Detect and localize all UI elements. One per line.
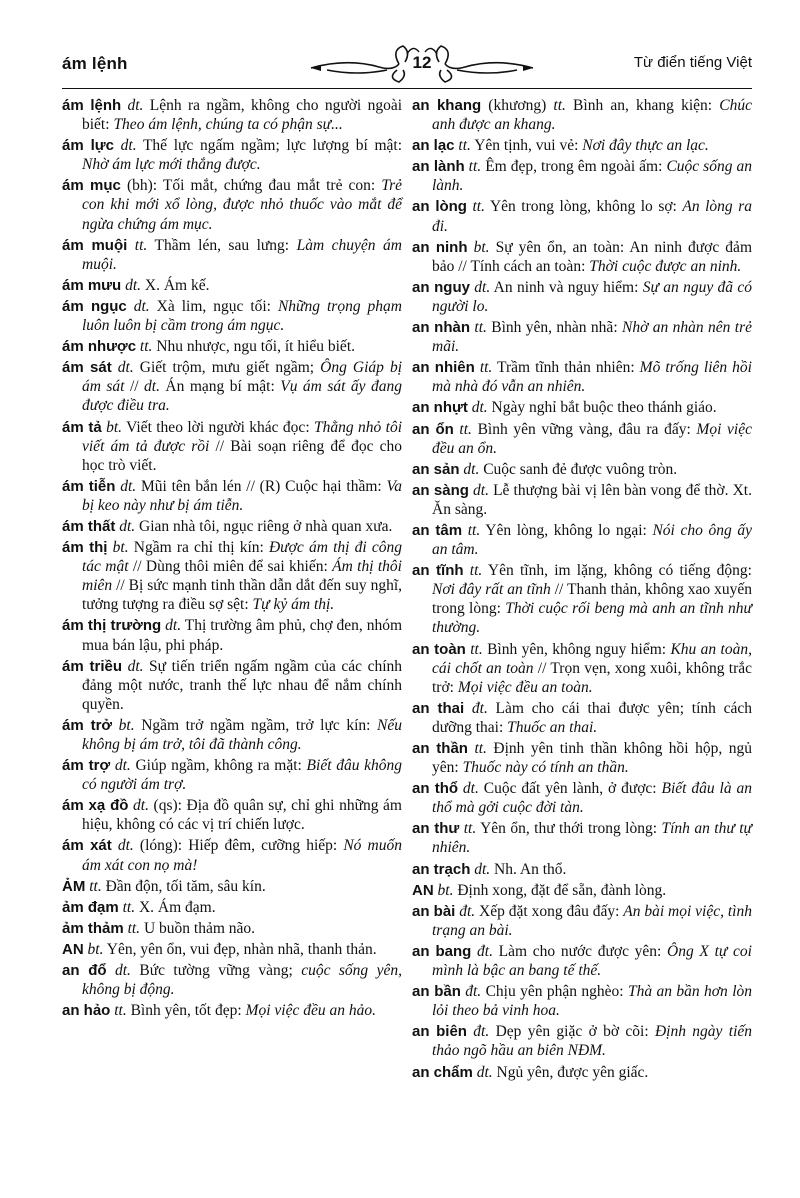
- definition-text: Yên tịnh, vui vẻ:: [470, 137, 583, 155]
- headword: ám trợ: [62, 757, 111, 775]
- headword: ám tiễn: [62, 477, 116, 495]
- headword: ám sát: [62, 359, 112, 377]
- headword: an thần: [412, 740, 468, 757]
- part-of-speech: tt.: [474, 359, 493, 377]
- dictionary-entry: [62, 136, 402, 174]
- example-text: Vụ ám sát ấy đang được điều tra.: [82, 378, 402, 415]
- example-text: Mọi việc đều an toàn.: [457, 678, 593, 696]
- dictionary-entry: [62, 176, 402, 233]
- headword: an lạc: [412, 137, 455, 155]
- headword: ám tả: [62, 418, 102, 436]
- dictionary-entry: [412, 942, 752, 980]
- part-of-speech: bt.: [112, 716, 135, 734]
- dictionary-entry: [62, 276, 402, 295]
- example-text: Nói cho ông ấy an tâm.: [432, 521, 752, 559]
- dictionary-entry: [62, 796, 402, 834]
- part-of-speech: dt.: [111, 359, 134, 377]
- example-text: Ám thị thôi miên: [82, 558, 402, 595]
- definition-text: (bh): Tối mắt, chứng đau mắt trẻ con:: [120, 177, 382, 195]
- definition-text: Yên ổn, thư thới trong lòng:: [476, 820, 662, 838]
- headword: an trạch: [412, 860, 471, 878]
- dictionary-entry: [412, 238, 752, 276]
- dictionary-entry: [62, 877, 402, 896]
- dictionary-entry: [412, 1063, 752, 1082]
- dictionary-entry: [62, 836, 402, 874]
- part-of-speech: dt.: [144, 378, 160, 396]
- example-text: Trẻ con khi mới xổ lòng, được nhỏ thuốc vào mắt để ngừa chứng ám mục.: [82, 177, 402, 233]
- headword: an nhiên: [412, 359, 475, 377]
- definition-text: Định xong, đặt để sẵn, đành lòng.: [453, 881, 667, 899]
- part-of-speech: tt.: [118, 898, 136, 916]
- example-text: An lòng ra đi.: [432, 198, 752, 235]
- definition-text: Làm cho cái thai được yên; tính cách dưỡng thai:: [432, 699, 752, 736]
- definition-text: U buồn thảm não.: [140, 919, 256, 937]
- headword: an thư: [412, 820, 460, 838]
- definition-text: Ngủ yên, được yên giấc.: [492, 1063, 649, 1081]
- dictionary-entry: [412, 699, 752, 737]
- part-of-speech: tt.: [459, 820, 477, 838]
- example-text: An bài mọi việc, tình trạng an bài.: [432, 902, 752, 939]
- part-of-speech: dt.: [121, 276, 142, 294]
- dictionary-entry: [62, 961, 402, 999]
- dictionary-entry: [62, 236, 402, 274]
- running-head-word: ám lệnh: [62, 54, 128, 73]
- definition-text: //: [124, 378, 145, 396]
- part-of-speech: tt.: [464, 158, 482, 176]
- part-of-speech: đt.: [464, 699, 488, 717]
- part-of-speech: dt.: [467, 399, 488, 417]
- dictionary-columns: [62, 96, 752, 1186]
- dictionary-entry: [412, 96, 752, 134]
- headword: ám thất: [62, 517, 116, 535]
- dictionary-entry: [412, 420, 752, 458]
- headword: ám nhược: [62, 338, 137, 356]
- part-of-speech: dt.: [115, 477, 137, 495]
- part-of-speech: bt.: [467, 238, 490, 256]
- headword: ảm đạm: [62, 898, 119, 916]
- example-text: Nhờ an nhàn nên trẻ mãi.: [432, 319, 752, 356]
- example-text: Mọi việc đều an hảo.: [245, 1002, 376, 1020]
- example-text: Ông Giáp bị ám sát: [82, 359, 402, 396]
- example-text: Thằng nhỏ tôi viết ám tả được rồi: [82, 418, 402, 455]
- example-text: Va bị keo này như bị ám tiễn.: [82, 477, 402, 514]
- dictionary-entry: [62, 616, 402, 654]
- definition-text: Bình yên, nhàn nhã:: [486, 319, 623, 337]
- dictionary-entry: [412, 278, 752, 316]
- example-text: Thà an bần hơn lòn lỏi theo bả vinh hoa.: [432, 983, 752, 1020]
- dictionary-entry: [62, 716, 402, 754]
- dictionary-entry: [412, 521, 752, 559]
- definition-text: Làm cho nước được yên:: [492, 942, 668, 960]
- headword: ám xát: [62, 837, 112, 855]
- part-of-speech: dt.: [472, 1063, 493, 1081]
- example-text: Ông X tự coi mình là bậc an bang tế thế.: [432, 942, 752, 980]
- part-of-speech: tt.: [466, 198, 485, 216]
- dictionary-entry: [412, 136, 752, 155]
- dictionary-entry: [412, 398, 752, 417]
- part-of-speech: bt.: [83, 940, 104, 958]
- definition-text: Nh. An thổ.: [490, 860, 567, 878]
- example-text: Nơi đây rất an tĩnh: [432, 581, 551, 599]
- part-of-speech: tt.: [453, 420, 472, 438]
- headword: an lòng: [412, 198, 467, 216]
- example-text: Nơi đây thực an lạc.: [582, 137, 709, 155]
- definition-text: Trầm tĩnh thản nhiên:: [492, 359, 640, 377]
- headword: ám trở: [62, 716, 113, 734]
- dictionary-entry: [62, 477, 402, 515]
- definition-text: Thế lực ngấm ngầm; lực lượng bí mật:: [136, 137, 402, 155]
- headword: ám triều: [62, 657, 123, 675]
- definition-text: Yên trong lòng, không lo sợ:: [485, 198, 683, 216]
- part-of-speech: dt.: [110, 757, 131, 775]
- example-text: Mõ trống liên hồi mà nhà đó vẫn an nhiên.: [432, 359, 752, 396]
- definition-text: Viết theo lời người khác đọc:: [122, 418, 314, 436]
- part-of-speech: dt.: [470, 860, 491, 878]
- example-text: Chúc anh được an khang.: [432, 97, 752, 134]
- definition-text: Nhu nhược, ngu tối, ít hiểu biết.: [152, 338, 355, 356]
- definition-text: // Trọn vẹn, xong xuôi, không trắc trở:: [432, 659, 752, 696]
- dictionary-entry: [412, 318, 752, 356]
- headword: an toàn: [412, 640, 466, 658]
- headword: ám mưu: [62, 276, 122, 294]
- part-of-speech: tt.: [110, 1002, 127, 1020]
- part-of-speech: dt.: [468, 481, 489, 499]
- definition-text: Lệnh ra ngầm, không cho người ngoài biết:: [82, 97, 403, 134]
- headword: AN: [412, 881, 434, 899]
- definition-text: Bình yên, tốt đẹp:: [126, 1002, 246, 1020]
- example-text: Định ngày tiến thảo ngõ hầu an biên NĐM.: [432, 1023, 753, 1060]
- definition-text: Sự yên ổn, an toàn: An ninh được đảm bảo // Tính cách an toàn:: [432, 238, 752, 275]
- part-of-speech: dt.: [106, 962, 131, 980]
- dictionary-entry: [62, 1001, 402, 1020]
- dictionary-entry: [62, 538, 402, 614]
- definition-text: Bình yên vững vàng, đâu ra đấy:: [471, 420, 697, 438]
- part-of-speech: đt.: [466, 1023, 490, 1041]
- dictionary-entry: [412, 819, 752, 857]
- definition-text: X. Ám đạm.: [135, 898, 216, 916]
- dictionary-entry: [62, 358, 402, 415]
- example-text: Nhờ ám lực mới thắng được.: [82, 156, 261, 174]
- dictionary-entry: [412, 197, 752, 235]
- part-of-speech: bt.: [101, 418, 123, 436]
- headword: an biên: [412, 1023, 467, 1041]
- headword: ám mục: [62, 177, 121, 195]
- headword: an nhựt: [412, 399, 468, 417]
- dictionary-entry: [412, 860, 752, 879]
- dictionary-entry: [62, 756, 402, 794]
- headword: ám muội: [62, 236, 128, 254]
- headword: an ổn: [412, 420, 454, 438]
- dictionary-entry: [62, 517, 402, 536]
- definition-text: X. Ám kế.: [141, 276, 210, 294]
- example-text: Tự kỷ ám thị.: [252, 596, 335, 614]
- definition-text: Định yên tinh thần không hồi hộp, ngủ yên:: [432, 740, 752, 777]
- part-of-speech: dt.: [126, 297, 150, 315]
- dictionary-entry: [62, 898, 402, 917]
- headword: ám ngục: [62, 297, 127, 315]
- headword: AN: [62, 940, 84, 958]
- dictionary-entry: [412, 779, 752, 817]
- part-of-speech: tt.: [136, 338, 153, 356]
- definition-text: Bình an, khang kiện:: [565, 97, 720, 114]
- dictionary-entry: [412, 157, 752, 195]
- definition-text: Cuộc đất yên lành, ở được:: [478, 780, 662, 798]
- part-of-speech: dt.: [114, 137, 137, 155]
- dictionary-entry: [412, 358, 752, 396]
- part-of-speech: đt.: [460, 983, 482, 1001]
- definition-text: An ninh và nguy hiểm:: [490, 278, 643, 296]
- headword: an bần: [412, 983, 461, 1001]
- headword: ám thị: [62, 539, 108, 557]
- definition-text: Bức tường vững vàng;: [130, 962, 302, 980]
- headword: an đổ: [62, 962, 107, 980]
- headword: an bang: [412, 942, 472, 960]
- headword: ám xạ đồ: [62, 797, 129, 815]
- definition-text: Án mạng bí mật:: [159, 378, 281, 396]
- definition-text: Sự tiến triển ngấm ngầm của các chính đảng một nước, tranh thế lực nhau để nắm chính quyền.: [82, 657, 403, 713]
- part-of-speech: tt.: [127, 236, 148, 254]
- part-of-speech: dt.: [459, 460, 480, 478]
- headword: ám lực: [62, 137, 114, 155]
- definition-text: Ngầm ra chỉ thị kín:: [128, 539, 269, 557]
- part-of-speech: tt.: [546, 97, 566, 114]
- headword: an hảo: [62, 1002, 111, 1020]
- headword: an thổ: [412, 780, 459, 798]
- part-of-speech: bt.: [107, 539, 129, 557]
- left-column: [62, 96, 402, 1186]
- example-text: Làm chuyện ám muội.: [82, 236, 402, 273]
- right-column: [412, 96, 752, 1186]
- dictionary-entry: [62, 337, 402, 356]
- page-ornament: [307, 40, 537, 86]
- example-text: Thuốc an thai.: [507, 718, 598, 736]
- headword: an lành: [412, 158, 465, 176]
- example-text: Được ám thị đi công tác mật: [82, 539, 402, 576]
- part-of-speech: tt.: [454, 137, 471, 155]
- dictionary-entry: [412, 739, 752, 777]
- dictionary-entry: [62, 418, 402, 475]
- part-of-speech: dt.: [115, 517, 136, 535]
- dictionary-entry: [62, 657, 402, 714]
- headword: ảm thảm: [62, 919, 124, 937]
- dictionary-entry: [412, 1022, 752, 1060]
- definition-text: Giúp ngầm, không ra mặt:: [130, 757, 307, 775]
- part-of-speech: tt.: [123, 919, 141, 937]
- part-of-speech: dt.: [469, 278, 491, 296]
- headword: an thai: [412, 699, 465, 717]
- example-text: Những trọng phạm luôn luôn bị cầm trong ám ngục.: [82, 297, 402, 335]
- definition-text: Dẹp yên giặc ở bờ cõi:: [489, 1023, 655, 1041]
- definition-text: Thị trường âm phủ, chợ đen, nhóm mua bán lậu, phi pháp.: [82, 617, 402, 654]
- definition-text: Xà lim, ngục tối:: [149, 297, 278, 315]
- example-text: Biết đâu không có người ám trợ.: [82, 757, 403, 794]
- dictionary-entry: [62, 919, 402, 938]
- part-of-speech: tt.: [462, 521, 481, 539]
- definition-text: Yên lòng, không lo ngại:: [480, 521, 653, 539]
- headword-variant: (khương): [481, 97, 547, 114]
- headword: ám thị trường: [62, 617, 162, 635]
- definition-text: Lễ thượng bài vị lên bàn vong để thờ. Xt. Ăn sàng.: [432, 481, 752, 518]
- definition-text: Xếp đặt xong đâu đấy:: [475, 902, 624, 920]
- headword: an bài: [412, 902, 456, 920]
- example-text: Sự an nguy đã có người lo.: [432, 278, 752, 315]
- page-header: [62, 40, 752, 88]
- example-text: Thời cuộc được an ninh.: [589, 257, 742, 275]
- headword: an ninh: [412, 238, 468, 256]
- headword: an sàng: [412, 481, 469, 499]
- headword: an sản: [412, 460, 460, 478]
- dictionary-entry: [412, 982, 752, 1020]
- part-of-speech: tt.: [465, 640, 483, 658]
- header-rule: [62, 88, 752, 89]
- page-number: 12: [412, 53, 432, 72]
- definition-text: Cuộc sanh đẻ được vuông tròn.: [479, 460, 678, 478]
- headword: an tĩnh: [412, 562, 464, 580]
- headword: an khang: [412, 97, 482, 114]
- dictionary-entry: [412, 561, 752, 637]
- example-text: cuộc sống yên, không bị động.: [82, 962, 402, 999]
- headword: an nhàn: [412, 319, 471, 337]
- part-of-speech: dt.: [122, 657, 144, 675]
- part-of-speech: dt.: [161, 617, 182, 635]
- definition-text: Yên tĩnh, im lặng, không có tiếng động:: [482, 562, 752, 580]
- example-text: Nó muốn ám xát con nọ mà!: [82, 837, 402, 874]
- part-of-speech: tt.: [85, 877, 102, 895]
- part-of-speech: đt.: [455, 902, 476, 920]
- part-of-speech: tt.: [463, 562, 483, 580]
- example-text: Khu an toàn, cái chốt an toàn: [432, 640, 752, 677]
- definition-text: Bình yên, không nguy hiểm:: [482, 640, 671, 658]
- definition-text: (lóng): Hiếp đêm, cưỡng hiếp:: [133, 837, 344, 855]
- example-text: Thuốc này có tính an thần.: [462, 759, 629, 777]
- headword: ẢM: [62, 877, 86, 895]
- headword: ám lệnh: [62, 97, 122, 114]
- definition-text: Yên, yên ổn, vui đẹp, nhàn nhã, thanh thản.: [103, 940, 377, 958]
- definition-text: Ngày nghỉ bắt buộc theo thánh giáo.: [487, 399, 717, 417]
- definition-text: // Bị sức mạnh tinh thần dẫn dắt đến suy nghĩ, tưởng tượng ra điều sợ sệt:: [82, 577, 402, 614]
- definition-text: Ngầm trở ngầm ngầm, trở lực kín:: [134, 716, 378, 734]
- definition-text: // Bài soạn riêng để đọc cho học trò viết.: [82, 437, 402, 474]
- dictionary-entry: [412, 460, 752, 479]
- part-of-speech: tt.: [470, 319, 487, 337]
- definition-text: Êm đẹp, trong êm ngoài ấm:: [481, 158, 667, 176]
- example-text: Tính an thư tự nhiên.: [432, 820, 752, 857]
- example-text: Mọi việc đều an ổn.: [432, 420, 752, 457]
- dictionary-entry: [412, 481, 752, 519]
- dictionary-entry: [412, 881, 752, 900]
- dictionary-entry: [62, 96, 402, 134]
- example-text: Thời cuộc rối beng mà anh an tĩnh như thường.: [432, 600, 752, 637]
- definition-text: Giết trộm, mưu giết ngầm;: [133, 359, 321, 377]
- definition-text: (qs): Địa đồ quân sự, chỉ ghi những ám hiệu, không có các vị trí chiến lược.: [82, 797, 402, 834]
- example-text: Nếu không bị ám trở, tôi đã thành công.: [82, 716, 403, 753]
- part-of-speech: dt.: [111, 837, 134, 855]
- dictionary-entry: [62, 940, 402, 959]
- part-of-speech: đt.: [471, 942, 493, 960]
- definition-text: // Dùng thôi miên để sai khiến:: [128, 558, 333, 576]
- definition-text: Chịu yên phận nghèo:: [481, 983, 628, 1001]
- book-title: Từ điển tiếng Việt: [633, 54, 752, 71]
- headword: an nguy: [412, 278, 470, 296]
- definition-text: Mũi tên bắn lén // (R) Cuộc hại thầm:: [136, 477, 387, 495]
- dictionary-entry: [412, 640, 752, 697]
- definition-text: // Thanh thản, không xao xuyến trong lòng:: [432, 581, 752, 618]
- headword: an tâm: [412, 521, 463, 539]
- part-of-speech: dt.: [121, 97, 144, 114]
- part-of-speech: dt.: [128, 797, 149, 815]
- example-text: Theo ám lệnh, chúng ta có phận sự...: [113, 116, 343, 134]
- example-text: Cuộc sống an lành.: [432, 158, 752, 195]
- definition-text: Thầm lén, sau lưng:: [147, 236, 297, 254]
- definition-text: Đần độn, tối tăm, sâu kín.: [101, 877, 266, 895]
- dictionary-entry: [412, 902, 752, 940]
- headword: an chẩm: [412, 1063, 473, 1081]
- example-text: Biết đâu là an thổ mà gởi cuộc đời tàn.: [432, 780, 753, 817]
- part-of-speech: tt.: [467, 740, 487, 757]
- part-of-speech: bt.: [433, 881, 454, 899]
- dictionary-entry: [62, 297, 402, 335]
- part-of-speech: dt.: [458, 780, 479, 798]
- definition-text: Gian nhà tôi, ngục riêng ở nhà quan xưa.: [135, 517, 393, 535]
